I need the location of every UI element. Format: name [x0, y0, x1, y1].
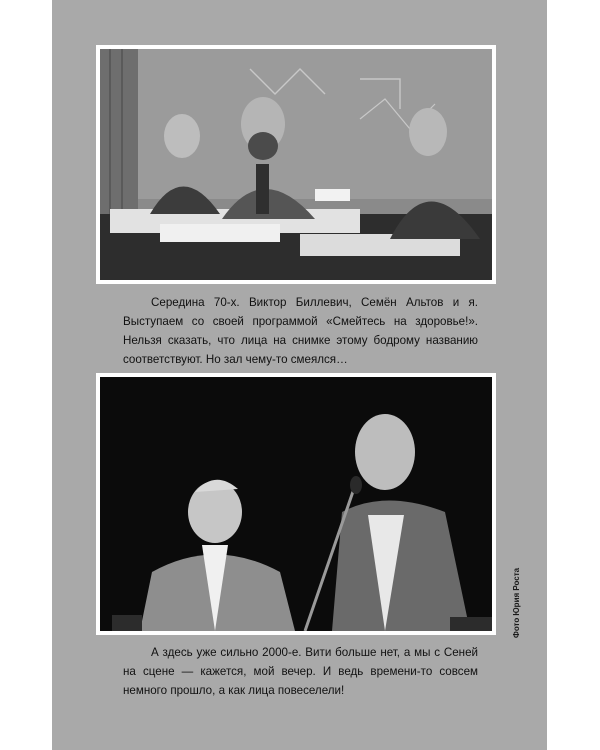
photo-1970s [100, 49, 492, 280]
photo-1970s-panel [96, 45, 496, 284]
photo-caption-1970s: Середина 70-х. Виктор Биллевич, Семён Альтов и я. Выступаем со своей программой «Смейтесь на здоровье!». Нельзя сказать, что лица на снимке этому бодрому названию соответствуют. Но зал чему-то смеялся… [123, 296, 478, 366]
photo-credit: Фото Юрия Роста [512, 567, 521, 638]
photo-2000s-panel [96, 373, 496, 635]
photo-2000s [100, 377, 492, 631]
photo-caption-2000s: А здесь уже сильно 2000-е. Вити больше нет, а мы с Сеней на сцене — кажется, мой вечер. И ведь времени-то совсем немного прошло, а как лица повеселели! [123, 646, 478, 697]
